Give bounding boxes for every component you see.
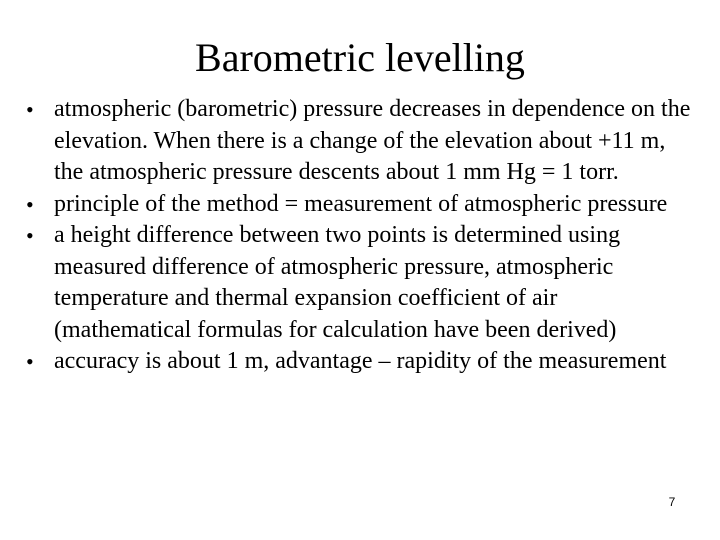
bullet-list xyxy=(26,94,698,378)
bullet-item xyxy=(26,189,698,221)
bullet-marker: • xyxy=(26,191,34,217)
bullet-marker: • xyxy=(26,349,34,374)
bullet-text: atmospheric (barometric) pressure decreases in dependence on the elevation. When there is a change of the elevation about +11 m, the atmospheric pressure descents about 1 mm Hg = 1 torr. xyxy=(54,96,691,185)
bullet-text: a height difference between two points is determined using measured difference of atmospheric pressure, atmospheric temperature and thermal expansion coefficient of air (mathematical formulas for calculation have been derived) xyxy=(54,222,621,343)
bullet-item xyxy=(26,346,698,378)
bullet-text: accuracy is about 1 m, advantage – rapidity of the measurement xyxy=(54,348,667,374)
bullet-marker: • xyxy=(26,97,34,122)
page-number: 7 xyxy=(668,495,676,509)
bullet-marker: • xyxy=(26,223,34,248)
bullet-text: principle of the method = measurement of atmospheric pressure xyxy=(54,190,668,217)
slide-title: Barometric levelling xyxy=(195,35,525,80)
bullet-item xyxy=(26,220,698,346)
bullet-item xyxy=(26,94,698,189)
